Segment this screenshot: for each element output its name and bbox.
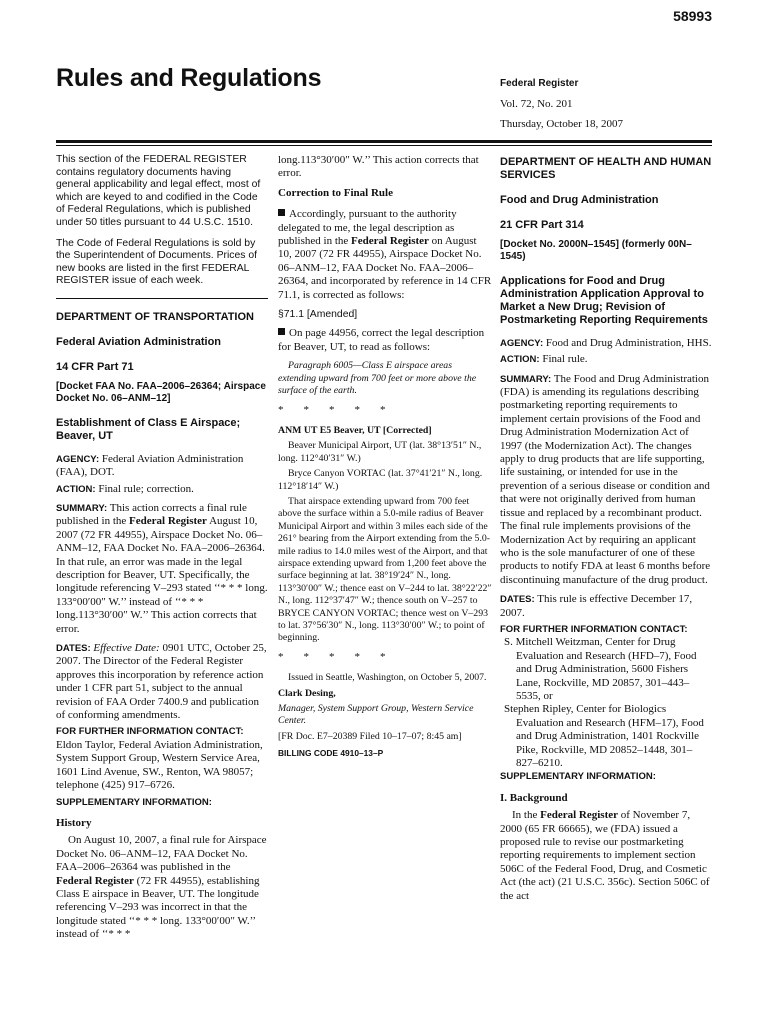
background-heading: I. Background: [500, 791, 568, 804]
history-heading: History: [56, 816, 92, 829]
agency-label: AGENCY:: [500, 337, 544, 349]
summary-fr: Federal Register: [129, 515, 207, 528]
agency-line: [56, 453, 268, 480]
correction-a: Accordingly, pursuant to the authority delegated to me, the legal description as published in the: [278, 208, 457, 248]
contact-1: S. Mitchell Weitzman, Center for Drug Evaluation and Research (HFD–7), Food and Drug Administration, 5600 Fishers Lane, Rockville, MD 20857, 301–443–5535, or: [504, 636, 697, 702]
action-label: ACTION:: [500, 354, 540, 366]
ellipsis-stars: [278, 404, 492, 417]
correction-heading: Correction to Final Rule: [278, 186, 393, 199]
background-fr: Federal Register: [540, 809, 618, 822]
dates-label: DATES:: [56, 643, 91, 655]
summary-paragraph: [500, 373, 712, 588]
star: *: [329, 403, 335, 416]
airport-location: Beaver Municipal Airport, UT (lat. 38°13′51″ N., long. 112°40′31″ W.): [278, 440, 482, 464]
star: *: [354, 650, 360, 663]
correction-paragraph: [278, 208, 492, 302]
department-heading: DEPARTMENT OF TRANSPORTATION: [56, 310, 254, 323]
billing-code: BILLING CODE 4910–13–P: [278, 748, 384, 759]
summary-text: The Food and Drug Administration (FDA) is amending its regulations describing postmarketing reporting requirements to implement certain provisions of the Food and Drug Administration Modernization Act of 1997 (the Modernization Act). The changes apply to drug products that are life supporting, life sustaining, or intended for use in the prevention of a serious disease or condition and that were not originally derived from human tissue and replaced by a recombinant product. The final rule implements provisions of the Modernization Act by requiring an applicant who is the sole manufacturer of one of these products to notify FDA at least 6 months before discontinuing manufacture of the drug product.: [500, 372, 711, 586]
cfr-part-heading: 14 CFR Part 71: [56, 361, 134, 374]
page-instruction-text: On page 44956, correct the legal description for Beaver, UT, to read as follows:: [278, 327, 485, 353]
dates-label: DATES:: [500, 594, 535, 606]
agency-heading: Food and Drug Administration: [500, 194, 659, 206]
column-right: [500, 154, 712, 906]
vortac-location: Bryce Canyon VORTAC (lat. 37°41′21″ N., long. 112°18′14″ W.): [278, 468, 483, 492]
dates-text: This rule is effective December 17, 2007.: [500, 593, 693, 619]
federal-register-label: Federal Register: [500, 78, 579, 89]
summary-label: SUMMARY:: [56, 502, 108, 514]
bullet-square-icon: [278, 328, 285, 335]
document-title: Establishment of Class E Airspace; Beaver, UT: [56, 416, 241, 442]
summary-label: SUMMARY:: [500, 373, 552, 385]
signer-title: Manager, System Support Group, Western Service Center.: [278, 703, 474, 727]
star: *: [380, 403, 386, 416]
star: *: [278, 403, 284, 416]
summary-text-a: This action corrects a final rule published in the: [56, 501, 247, 528]
further-info-label: FOR FURTHER INFORMATION CONTACT:: [500, 623, 688, 635]
history-fr: Federal Register: [56, 874, 134, 887]
action-text: Final rule; correction.: [98, 482, 194, 495]
header-rule-thin: [56, 145, 712, 146]
department-heading: DEPARTMENT OF HEALTH AND HUMAN SERVICES: [500, 156, 712, 181]
contact-2: Stephen Ripley, Center for Biologics Evaluation and Research (HFM–17), Food and Drug Administration, 1401 Rockville Pike, Rockville, MD 20852–1448, 301–827–6210.: [504, 703, 704, 769]
section-amended-heading: §71.1 [Amended]: [278, 309, 358, 321]
intro-paragraph-1: This section of the FEDERAL REGISTER contains regulatory documents having general applicability and legal effect, most of which are keyed to and codified in the Code of Federal Regulations, which is published under 50 titles pursuant to 44 U.S.C. 1510.: [56, 154, 261, 228]
header-rule-thick: [56, 140, 712, 143]
page-title: Rules and Regulations: [56, 64, 322, 92]
page-instruction: [278, 327, 492, 354]
dates-text: 0901 UTC, October 25, 2007. The Director of the Federal Register approves this incorporation by reference action under 1 CFR part 51, subject to the annual revision of FAA Order 7400.9 and publication of conforming amendments.: [56, 642, 267, 722]
cfr-part-heading: 21 CFR Part 314: [500, 219, 584, 232]
header-meta: [500, 74, 623, 134]
agency-line: [500, 337, 712, 350]
docket-number: [Docket FAA No. FAA–2006–26364; Airspace Docket No. 06–ANM–12]: [56, 380, 266, 404]
supplementary-label: SUPPLEMENTARY INFORMATION:: [56, 796, 212, 808]
continued-text: long.113°30′00″ W.’’ This action corrects that error.: [278, 154, 479, 180]
further-info-label: FOR FURTHER INFORMATION CONTACT:: [56, 726, 244, 738]
action-line: [500, 353, 712, 366]
bullet-square-icon: [278, 209, 285, 216]
issued-line: Issued in Seattle, Washington, on October 5, 2007.: [288, 672, 487, 684]
star: *: [303, 650, 309, 663]
anm-heading: ANM UT E5 Beaver, UT [Corrected]: [278, 424, 432, 436]
history-paragraph: [56, 834, 268, 941]
background-a: In the: [512, 809, 538, 822]
background-paragraph: [500, 809, 712, 903]
agency-heading: Federal Aviation Administration: [56, 335, 222, 348]
star: *: [278, 650, 284, 663]
star: *: [303, 403, 309, 416]
dates-paragraph: [500, 593, 712, 620]
history-b: (72 FR 44955), establishing Class E airspace in Beaver, UT. The longitude referencing V–293 was incorrect in that the longitude stated ‘‘* * * long. 133°00′00″ W.’’ instead of ‘‘* * *: [56, 874, 260, 941]
column-middle: [278, 154, 492, 761]
docket-number: [Docket No. 2000N–1545] (formerly 00N–1545): [500, 238, 692, 262]
star: *: [380, 650, 386, 663]
action-line: [56, 483, 268, 496]
agency-text: Food and Drug Administration, HHS.: [545, 336, 712, 349]
summary-text-b: August 10, 2007 (72 FR 44955), Airspace Docket No. 06–ANM–12, FAA Docket No. FAA–2006–26364. In that rule, an error was made in the legal description for Beaver, UT. Specifically, the longitude referencing V–293 stated ‘‘* * * long. 133°00′00″ W.’’ instead of ‘‘* * * long.113°30′00″ W.’’ This action corrects that error.: [56, 515, 268, 635]
page-number: 58993: [673, 8, 712, 24]
document-title: Applications for Food and Drug Administration Application Approval to Market a New Drug; Revision of Postmarketing Reporting Requirements: [500, 274, 708, 326]
correction-b: on August 10, 2007 (72 FR 44955), Airspace Docket No. 06–ANM–12, FAA Docket No. FAA–2006–26364, and incorporated by reference in 14 CFR 71.1, is corrected as follows:: [278, 235, 492, 301]
star: *: [354, 403, 360, 416]
paragraph-6005: Paragraph 6005—Class E airspace areas extending upward from 700 feet or more above the surface of the earth.: [278, 360, 477, 397]
volume-number: Vol. 72, No. 201: [500, 98, 573, 110]
signer-name: Clark Desing,: [278, 687, 336, 699]
airspace-description: That airspace extending upward from 700 feet above the surface within a 5.0-mile radius of Beaver Municipal Airport and within 3 miles each side of the 261° bearing from the Airport extending from the 5.0-mile radius to 14.0 miles west of the Airport, and that airspace extending upward from 1,200 feet above the surface beginning at lat. 38°19′24″ N., long. 113°30′00″ W.; thence east on V–244 to lat. 38°22′22″ N., long. 112°37′47″ W.; thence south on V–257 to BRYCE CANYON VORTAC; thence west on V–293 to lat. 37°56′30″ N., long. 113°30′00″ W.; to point of beginning.: [278, 495, 492, 644]
further-info-text: Eldon Taylor, Federal Aviation Administration, System Support Group, Western Service Area, 1601 Lind Avenue, SW., Renton, WA 98057; telephone (425) 917–6726.: [56, 738, 263, 792]
action-text: Final rule.: [542, 353, 588, 366]
action-label: ACTION:: [56, 483, 96, 495]
dates-effective: Effective Date:: [93, 642, 160, 655]
correction-fr: Federal Register: [351, 235, 429, 248]
history-a: On August 10, 2007, a final rule for Airspace Docket No. 06–ANM–12, FAA Docket No. FAA–2006–26364 was published in the: [56, 834, 267, 874]
intro-paragraph-2: The Code of Federal Regulations is sold by the Superintendent of Documents. Prices of new books are listed in the first FEDERAL REGISTER issue of each week.: [56, 237, 257, 287]
supplementary-label: SUPPLEMENTARY INFORMATION:: [500, 771, 656, 783]
intro-divider: [56, 298, 268, 299]
agency-label: AGENCY:: [56, 453, 100, 465]
dates-paragraph: [56, 642, 268, 722]
issue-date: Thursday, October 18, 2007: [500, 118, 624, 130]
ellipsis-stars: [278, 651, 492, 664]
star: *: [329, 650, 335, 663]
summary-paragraph: [56, 502, 268, 636]
column-left: [56, 154, 268, 945]
agency-text: Federal Aviation Administration (FAA), DOT.: [56, 452, 244, 479]
fr-doc-line: [FR Doc. E7–20389 Filed 10–17–07; 8:45 am]: [278, 730, 462, 742]
background-b: of November 7, 2000 (65 FR 66665), we (FDA) issued a proposed rule to revise our postmarketing reporting requirements to implement section 506C of the Federal Food, Drug, and Cosmetic Act (the act) (21 U.S.C. 356c). Section 506C of the act: [500, 809, 710, 902]
